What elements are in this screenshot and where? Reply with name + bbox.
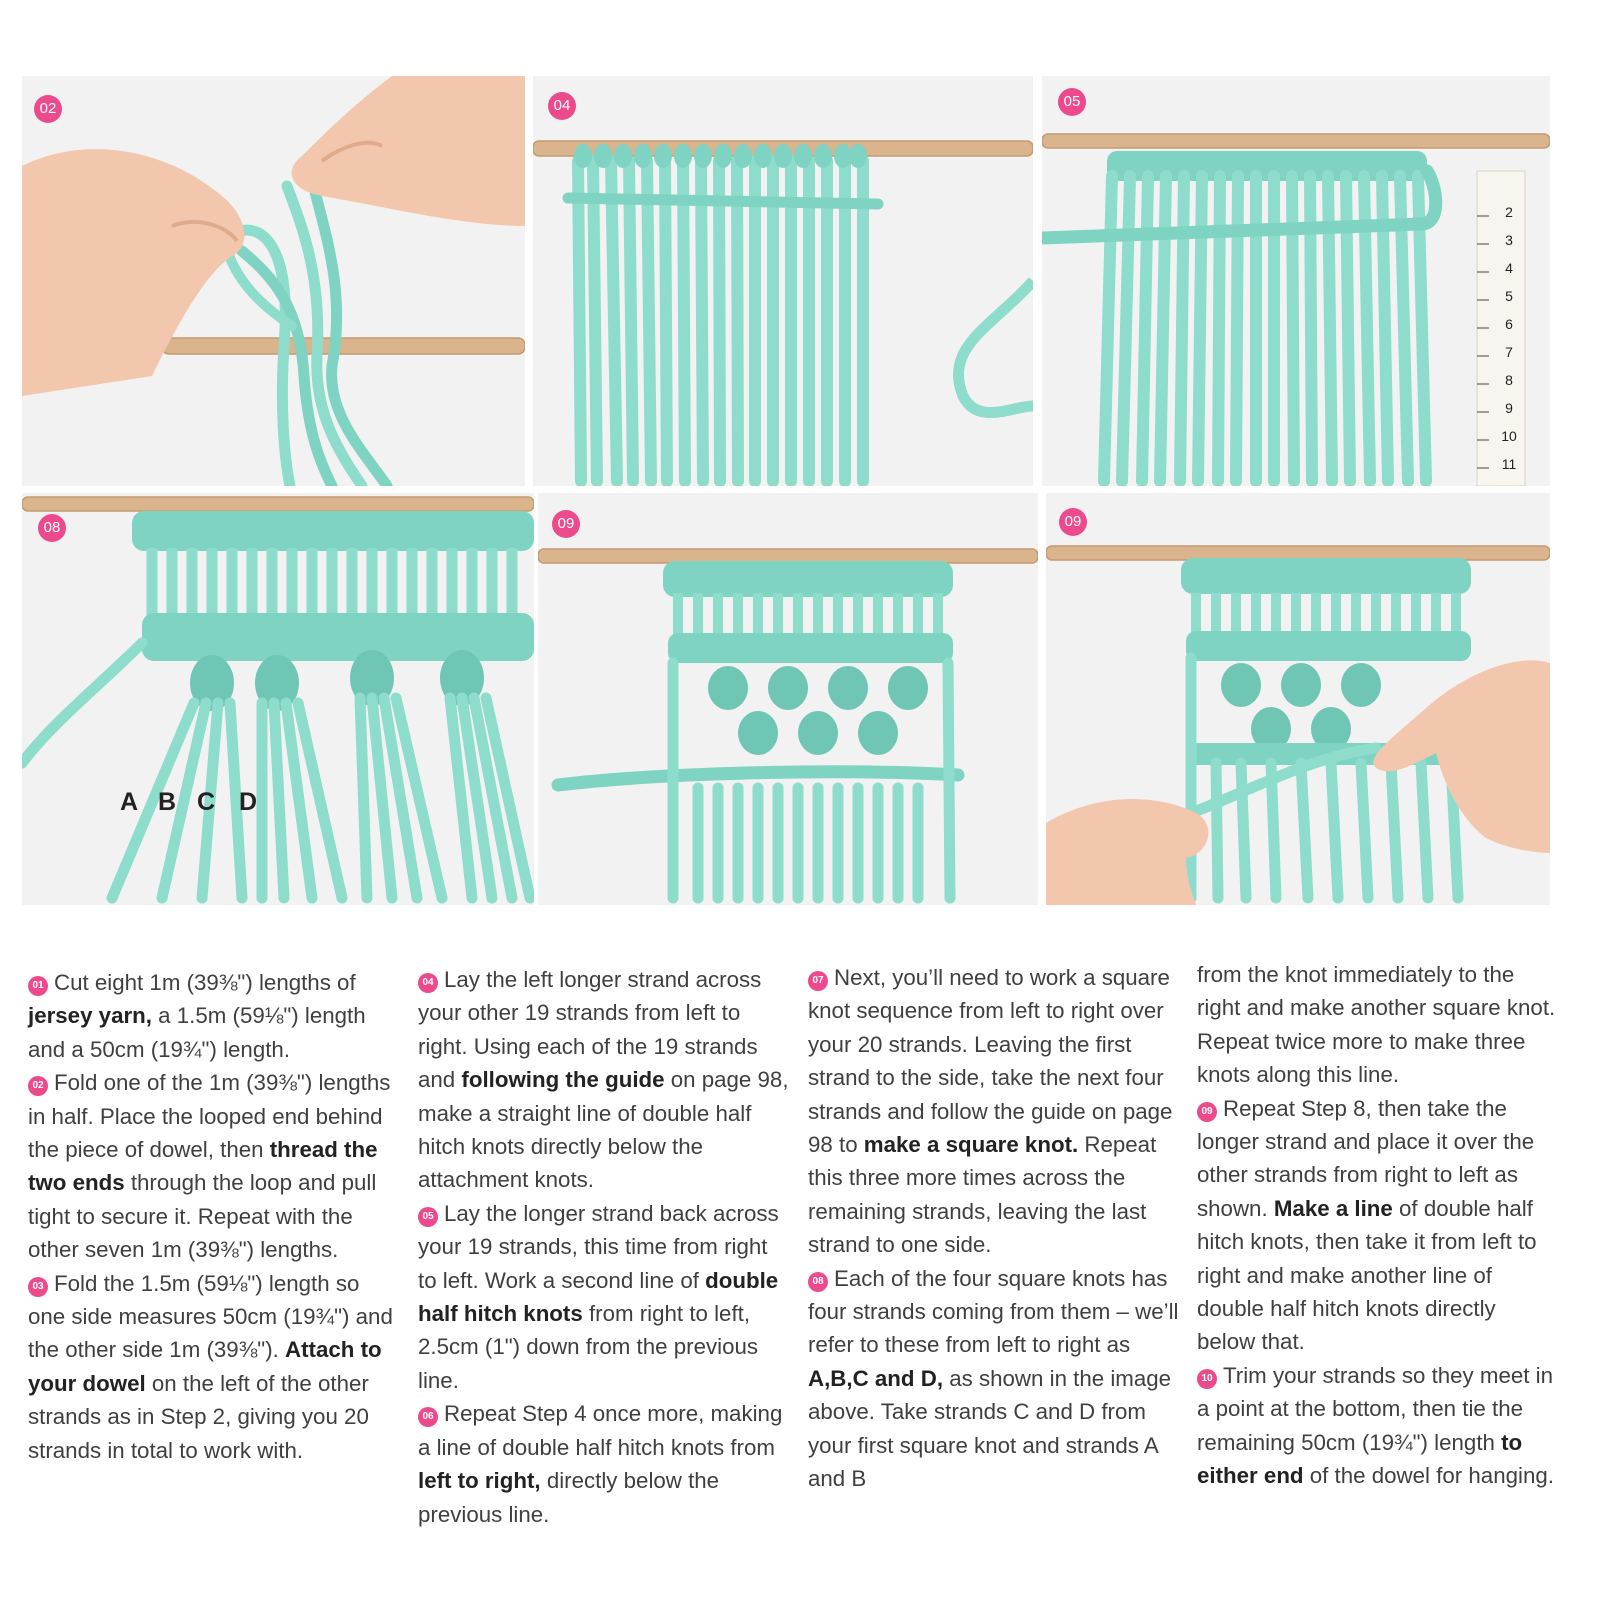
photo-step-05-illustration xyxy=(1042,76,1550,486)
photo-step-09b-illustration xyxy=(1046,493,1550,905)
ruler-number: 3 xyxy=(1505,232,1513,248)
strand-label-a: A xyxy=(120,788,139,816)
step-number-badge: 04 xyxy=(418,973,438,993)
photo-step-02 xyxy=(22,76,525,486)
instruction-step xyxy=(28,1267,400,1467)
step-number-badge: 09 xyxy=(1197,1102,1217,1122)
instruction-emphasis: A,B,C and D, xyxy=(808,1365,944,1391)
photo-step-05 xyxy=(1042,76,1550,486)
instructions-column-1 xyxy=(28,966,400,1467)
instructions-column-2 xyxy=(418,963,790,1531)
ruler-number: 11 xyxy=(1501,456,1517,472)
strand-label-b: B xyxy=(158,788,177,816)
photo-step-04-illustration xyxy=(533,76,1033,486)
photo-step-08 xyxy=(22,493,534,905)
instruction-text: Fold the 1.5m (59⅛") length so one side measures 50cm (19¾") and the other side 1m (39⅜"). xyxy=(28,1270,393,1363)
instruction-step xyxy=(1197,958,1557,1092)
photo-step-09b xyxy=(1046,493,1550,905)
instruction-text: of the dowel for hanging. xyxy=(1303,1463,1554,1489)
strand-label-d: D xyxy=(239,788,258,816)
instruction-text: as shown in the image above. Take strands C and D from your first square knot and strands A and B xyxy=(808,1365,1172,1492)
instruction-text: Repeat this three more times across the remaining strands, leaving the last strand to one side. xyxy=(808,1132,1157,1258)
instruction-step xyxy=(28,966,400,1066)
ruler-number: 4 xyxy=(1505,260,1513,276)
instruction-text: from right to left, 2.5cm (1") down from the previous line. xyxy=(418,1301,759,1393)
instruction-text: on the left of the other strands as in Step 2, giving you 20 strands in total to work with. xyxy=(28,1370,369,1463)
step-number-badge: 10 xyxy=(1197,1369,1217,1389)
instruction-text: Repeat Step 8, then take the longer strand and place it over the other strands from right to left as shown. xyxy=(1197,1095,1535,1221)
photo-step-09a-illustration xyxy=(538,493,1038,905)
step-number-badge: 02 xyxy=(28,1076,48,1096)
step-number-badge: 05 xyxy=(418,1207,438,1227)
instruction-text: on page 98, make a straight line of double half hitch knots directly below the attachment knots. xyxy=(418,1067,789,1193)
ruler-number: 9 xyxy=(1505,400,1513,416)
step-number-badge: 01 xyxy=(28,976,48,996)
instruction-step xyxy=(808,961,1180,1262)
photo-step-09a xyxy=(538,493,1038,905)
instruction-text: Fold one of the 1m (39⅜") lengths in half. Place the looped end behind the piece of dowel, then xyxy=(28,1070,391,1163)
instruction-step xyxy=(418,1397,790,1531)
instruction-step xyxy=(1197,1359,1557,1493)
step-number-badge: 03 xyxy=(28,1277,48,1297)
ruler-number: 7 xyxy=(1505,344,1513,360)
step-badge: 09 xyxy=(552,510,580,538)
instruction-step xyxy=(808,1262,1180,1496)
instruction-text: of double half hitch knots, then take it from left to right and make another line of double half hitch knots directly below that. xyxy=(1197,1195,1537,1355)
ruler-number: 10 xyxy=(1501,428,1517,444)
instruction-emphasis: left to right, xyxy=(418,1468,541,1494)
photo-step-02-illustration xyxy=(22,76,525,486)
instruction-emphasis: Make a line xyxy=(1273,1195,1393,1221)
instruction-text: a 1.5m (59⅛") length and a 50cm (19¾") length. xyxy=(28,1003,366,1062)
instruction-text: from the knot immediately to the right and make another square knot. Repeat twice more to make three knots along this line. xyxy=(1197,962,1556,1088)
instruction-step xyxy=(28,1066,400,1266)
instruction-text: Cut eight 1m (39⅜") lengths of xyxy=(54,970,356,995)
ruler-numbers xyxy=(1494,204,1524,484)
instruction-text: Next, you’ll need to work a square knot sequence from left to right over your 20 strands. Leaving the first strand to the side, take the next four strands and follow the guide on page 98 to xyxy=(808,965,1173,1158)
strand-label-c: C xyxy=(197,788,216,816)
instruction-text: Lay the left longer strand across your other 19 strands from left to right. Using each of the 19 strands and xyxy=(418,967,762,1093)
instruction-text: Each of the four square knots has four strands coming from them – we’ll refer to these from left to right as xyxy=(808,1265,1179,1358)
instruction-emphasis: jersey yarn, xyxy=(28,1003,152,1029)
instruction-text: directly below the previous line. xyxy=(418,1468,720,1527)
instructions-column-4 xyxy=(1197,958,1557,1493)
step-number-badge: 07 xyxy=(808,971,828,991)
step-badge: 04 xyxy=(548,92,576,120)
instruction-text: Lay the longer strand back across your 19 strands, this time from right to left. Work a second line of xyxy=(418,1200,779,1293)
instructions-column-3 xyxy=(808,961,1180,1496)
step-number-badge: 06 xyxy=(418,1407,438,1427)
step-badge: 08 xyxy=(38,514,66,542)
photo-step-04 xyxy=(533,76,1033,486)
instruction-text: through the loop and pull tight to secure it. Repeat with the other seven 1m (39⅜") lengths. xyxy=(28,1170,377,1263)
instruction-emphasis: Attach to your dowel xyxy=(28,1337,382,1396)
ruler-number: 2 xyxy=(1505,204,1513,220)
ruler-number: 6 xyxy=(1505,316,1513,332)
instruction-text: Trim your strands so they meet in a point at the bottom, then tie the remaining 50cm (19¾") length xyxy=(1197,1362,1554,1455)
step-badge: 05 xyxy=(1058,88,1086,116)
instruction-emphasis: thread the two ends xyxy=(28,1137,378,1196)
instruction-emphasis: make a square knot. xyxy=(863,1132,1079,1158)
instruction-emphasis: double half hitch knots xyxy=(418,1267,779,1327)
step-number-badge: 08 xyxy=(808,1272,828,1292)
instruction-step xyxy=(418,1197,790,1397)
instruction-emphasis: to either end xyxy=(1197,1429,1523,1489)
step-badge: 02 xyxy=(34,95,62,123)
step-badge: 09 xyxy=(1059,508,1087,536)
instruction-emphasis: following the guide xyxy=(461,1067,665,1093)
ruler-number: 8 xyxy=(1505,372,1513,388)
photo-step-08-illustration xyxy=(22,493,534,905)
ruler-number: 5 xyxy=(1505,288,1513,304)
instruction-text: Repeat Step 4 once more, making a line of double half hitch knots from xyxy=(418,1401,783,1460)
instruction-step xyxy=(1197,1092,1557,1359)
instruction-step xyxy=(418,963,790,1197)
